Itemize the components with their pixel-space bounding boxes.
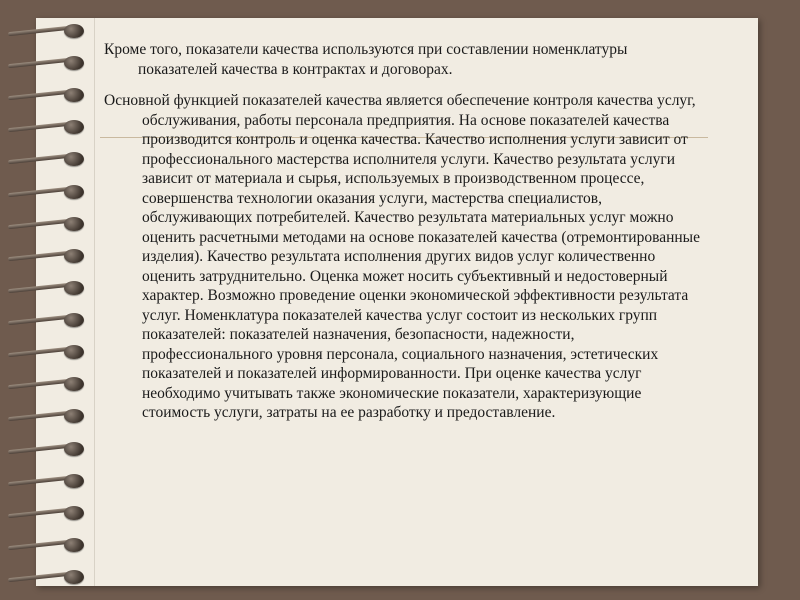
notebook-binding-strip bbox=[36, 18, 95, 586]
paragraph-2: Основной функцией показателей качества является обеспечение контроля качества услуг, обслуживания, работы персонала предприятия. На основе показателей качества производится контроль и оценка качества. Качество исполнения услуги зависит от профессионального мастерства исполнителя услуги. Качество результата услуги зависит от материала и сырья, используемых в производственном процессе, совершенства технологии оказания услуги, мастерства специалистов, обслуживающих потребителей. Качество результата материальных услуг можно оценить расчетными методами на основе показателей качества (отремонтированные изделия). Качество результата исполнения других видов услуг количественно оценить затруднительно. Оценка может носить субъективный и недостоверный характер. Возможно проведение оценки экономической эффективности результата услуг. Номенклатура показателей качества услуг состоит из нескольких групп показателей: показателей назначения, безопасности, надежности, профессионального уровня персонала, социального назначения, эстетических показателей и показателей информированности. При оценке качества услуг необходимо учитывать также экономические показатели, характеризующие стоимость услуги, затраты на ее разработку и предоставление. bbox=[104, 92, 700, 422]
slide-content bbox=[104, 40, 704, 435]
paragraph-1: Кроме того, показатели качества используются при составлении номенклатуры показателей качества в контрактах и договорах. bbox=[104, 41, 628, 78]
